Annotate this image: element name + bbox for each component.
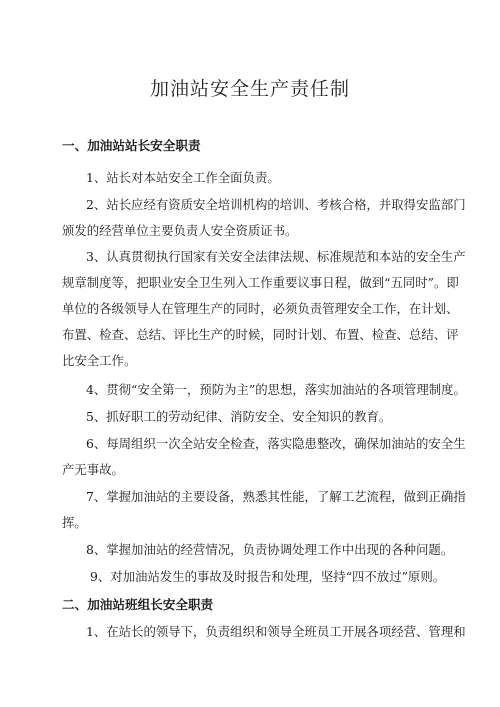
paragraph-line: 比安全工作。 [62, 353, 137, 368]
paragraph-line: 1、在站长的领导下，负责组织和领导全班员工开展各项经营、管理和 [86, 624, 466, 639]
paragraph-line: 3、认真贯彻执行国家有关安全法律法规、标准规范和本站的安全生产 [86, 249, 466, 264]
paragraph-line: 单位的各级领导人在管理生产的同时，必须负责管理安全工作，在计划、 [62, 301, 459, 316]
paragraph-line: 5、抓好职工的劳动纪律、消防安全、安全知识的教育。 [86, 409, 392, 424]
paragraph-line: 布置、检查、总结、评比生产的时候，同时计划、布置、检查、总结、评 [62, 327, 459, 342]
paragraph-line: 9、对加油站发生的事故及时报告和处理，坚持“四不放过”原则。 [90, 569, 446, 584]
paragraph-line: 产无事故。 [62, 462, 124, 477]
paragraph-line: 6、每周组织一次全站安全检查，落实隐患整改，确保加油站的安全生 [86, 436, 466, 451]
paragraph-line: 8、掌握加油站的经营情况，负责协调处理工作中出现的各种问题。 [86, 542, 454, 557]
paragraph-line: 2、站长应经有资质安全培训机构的培训、考核合格，并取得安监部门 [86, 197, 466, 212]
paragraph-line: 规章制度等，把职业安全卫生列入工作重要议事日程，做到“五同时”。即 [62, 275, 459, 290]
paragraph-line: 7、掌握加油站的主要设备，熟悉其性能，了解工艺流程，做到正确指 [86, 489, 466, 504]
paragraph-line: 颁发的经营单位主要负责人安全资质证书。 [62, 223, 298, 238]
paragraph-line: 4、贯彻“安全第一，预防为主”的思想，落实加油站的各项管理制度。 [86, 382, 466, 397]
paragraph-line: 挥。 [62, 515, 87, 530]
paragraph-line: 1、站长对本站安全工作全面负责。 [86, 170, 280, 185]
section-heading-2: 二、加油站班组长安全职责 [62, 597, 214, 612]
section-heading-1: 一、加油站站长安全职责 [62, 138, 201, 153]
document-title: 加油站安全生产责任制 [149, 78, 350, 100]
